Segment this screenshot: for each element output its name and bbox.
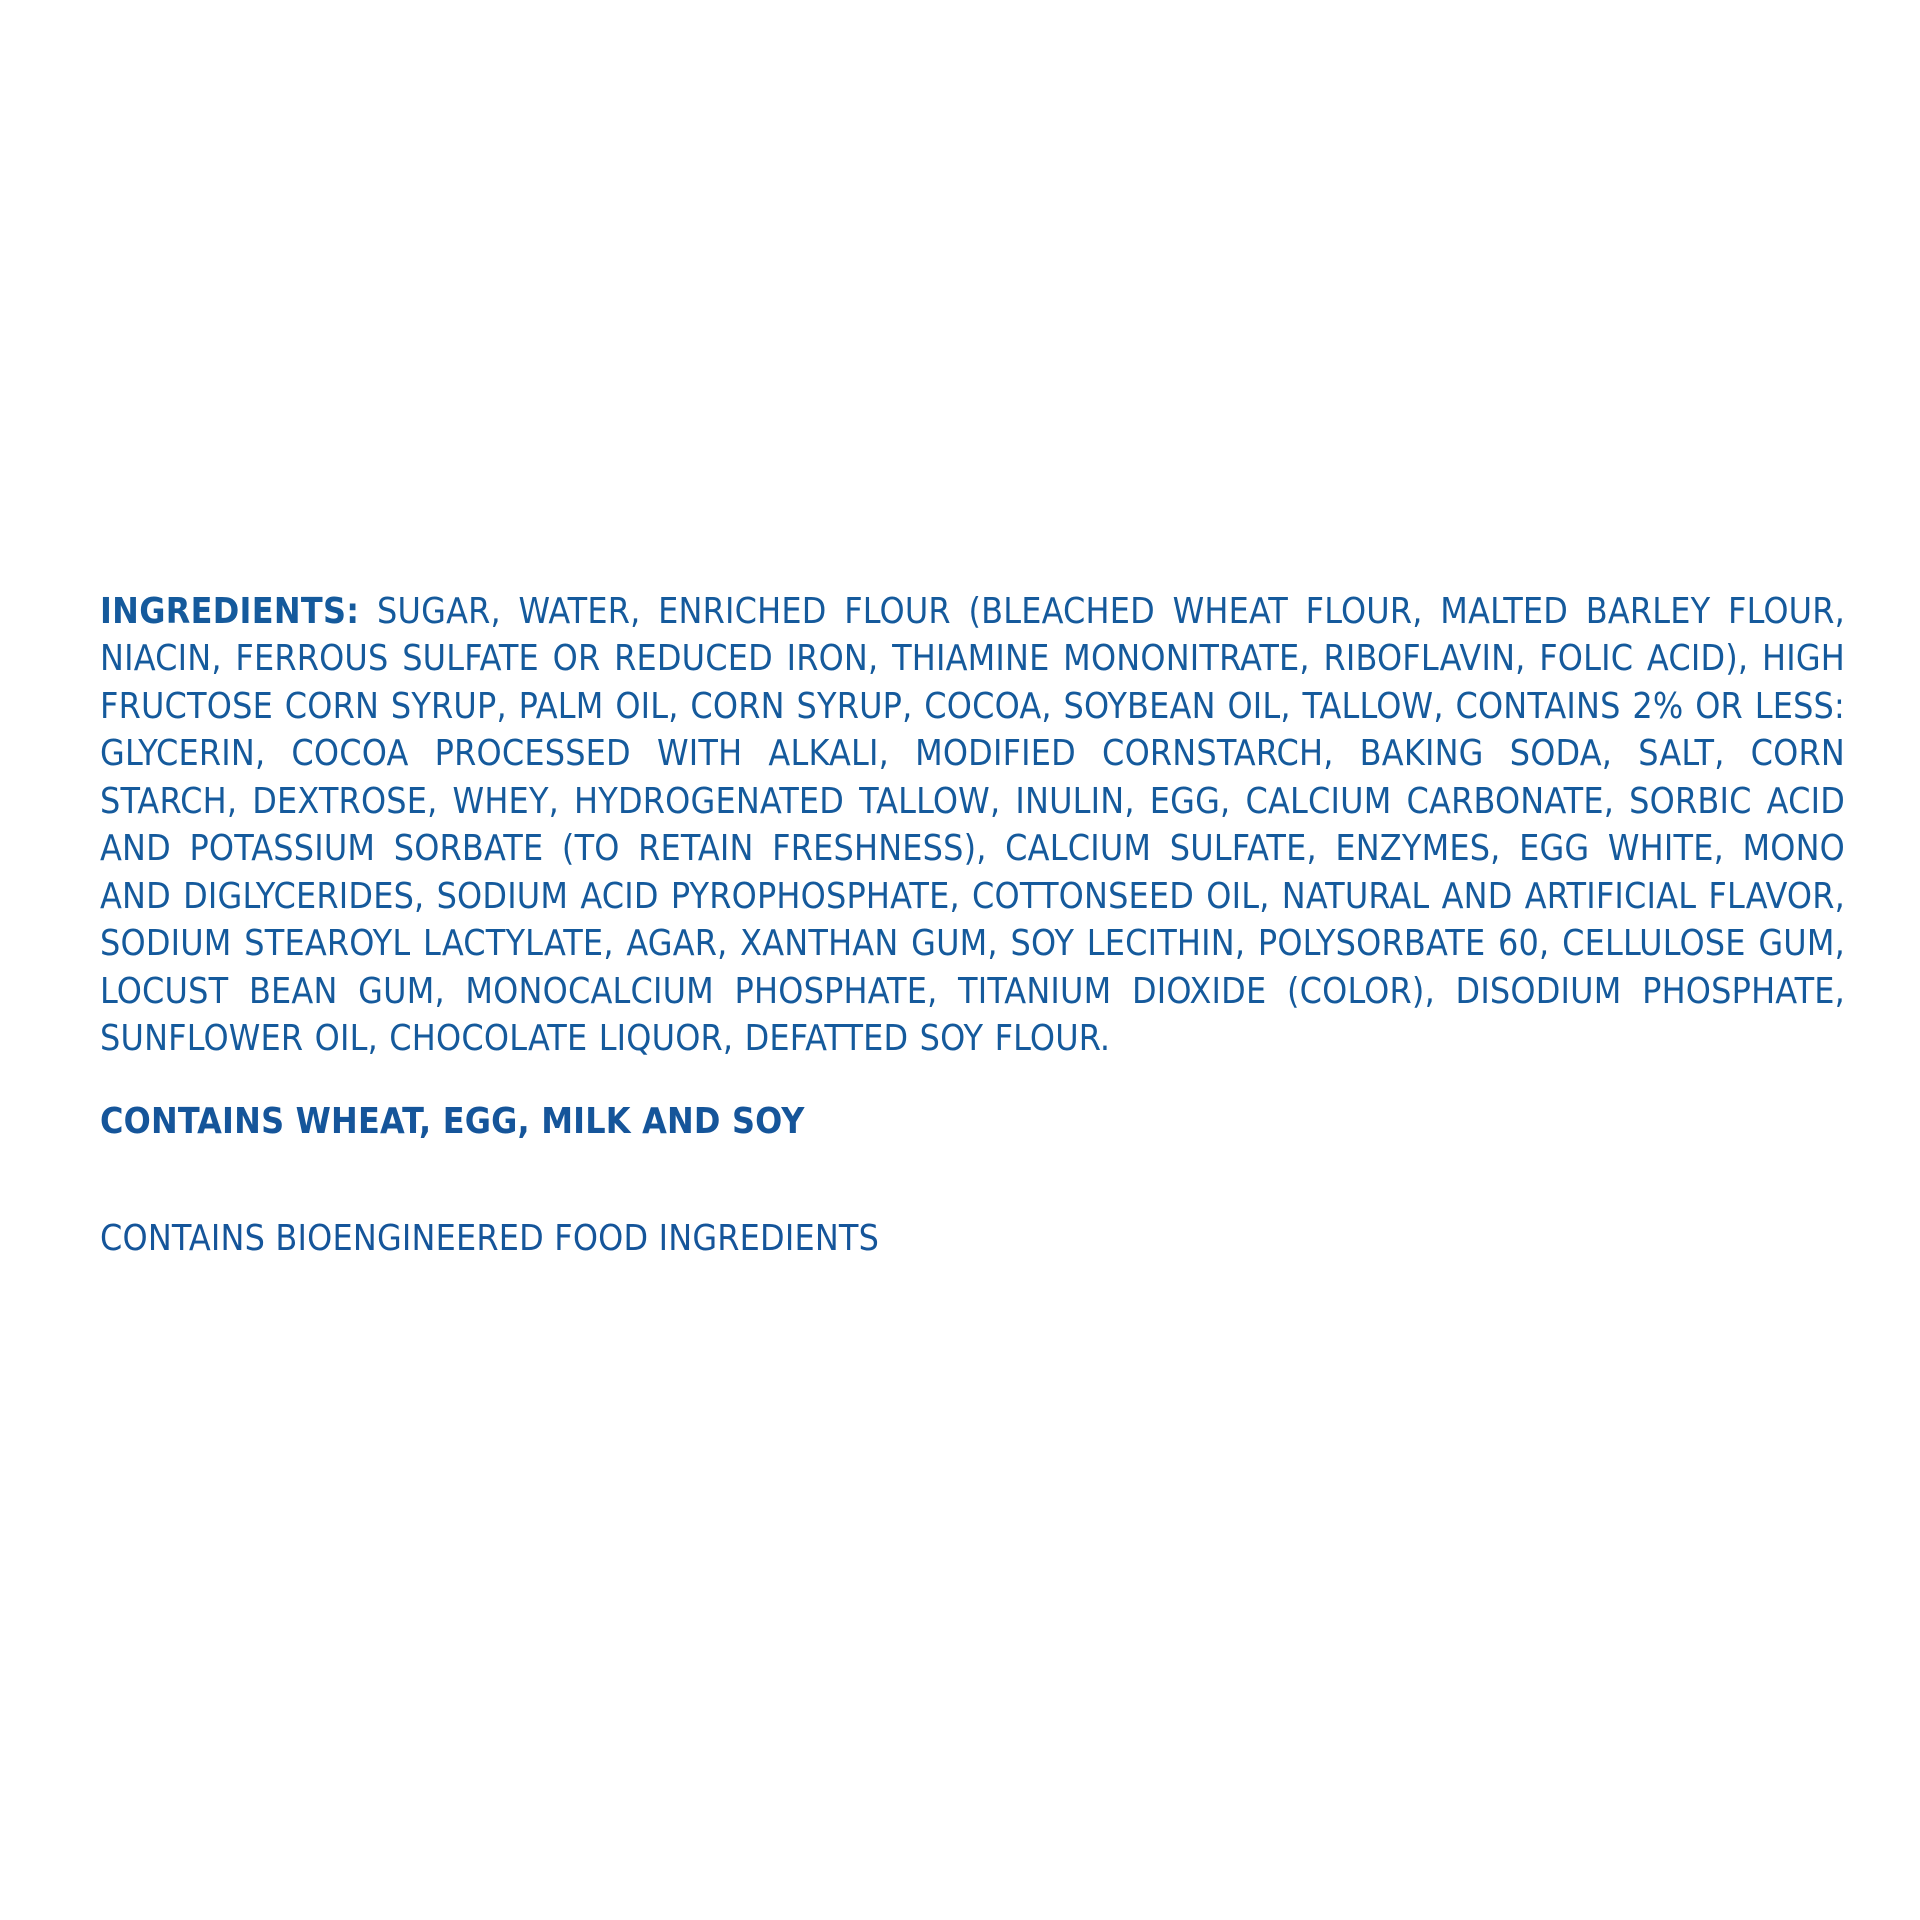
allergen-statement: CONTAINS WHEAT, EGG, MILK AND SOY — [100, 1101, 805, 1142]
ingredients-label-panel — [100, 552, 1860, 1298]
bioengineered-statement: CONTAINS BIOENGINEERED FOOD INGREDIENTS — [100, 1218, 880, 1259]
ingredients-paragraph — [100, 588, 1845, 1063]
ingredients-list-text: SUGAR, WATER, ENRICHED FLOUR (BLEACHED WHEAT FLOUR, MALTED BARLEY FLOUR, NIACIN, FERROUS SULFATE OR REDUCED IRON, THIAMINE MONONITRATE, RIBOFLAVIN, FOLIC ACID), HIGH FRUCTOSE CORN SYRUP, PALM OIL, CORN SYRUP, COCOA, SOYBEAN OIL, TALLOW, CONTAINS 2% OR LESS: GLYCERIN, COCOA PROCESSED WITH ALKALI, MODIFIED CORNSTARCH, BAKING SODA, SALT, CORN STARCH, DEXTROSE, WHEY, HYDROGENATED TALLOW, INULIN, EGG, CALCIUM CARBONATE, SORBIC ACID AND POTASSIUM SORBATE (TO RETAIN FRESHNESS), CALCIUM SULFATE, ENZYMES, EGG WHITE, MONO AND DIGLYCERIDES, SODIUM ACID PYROPHOSPHATE, COTTONSEED OIL, NATURAL AND ARTIFICIAL FLAVOR, SODIUM STEAROYL LACTYLATE, AGAR, XANTHAN GUM, SOY LECITHIN, POLYSORBATE 60, CELLULOSE GUM, LOCUST BEAN GUM, MONOCALCIUM PHOSPHATE, TITANIUM DIOXIDE (COLOR), DISODIUM PHOSPHATE, SUNFLOWER OIL, CHOCOLATE LIQUOR, DEFATTED SOY FLOUR. — [100, 590, 1845, 1059]
ingredients-heading: INGREDIENTS: — [100, 590, 360, 632]
